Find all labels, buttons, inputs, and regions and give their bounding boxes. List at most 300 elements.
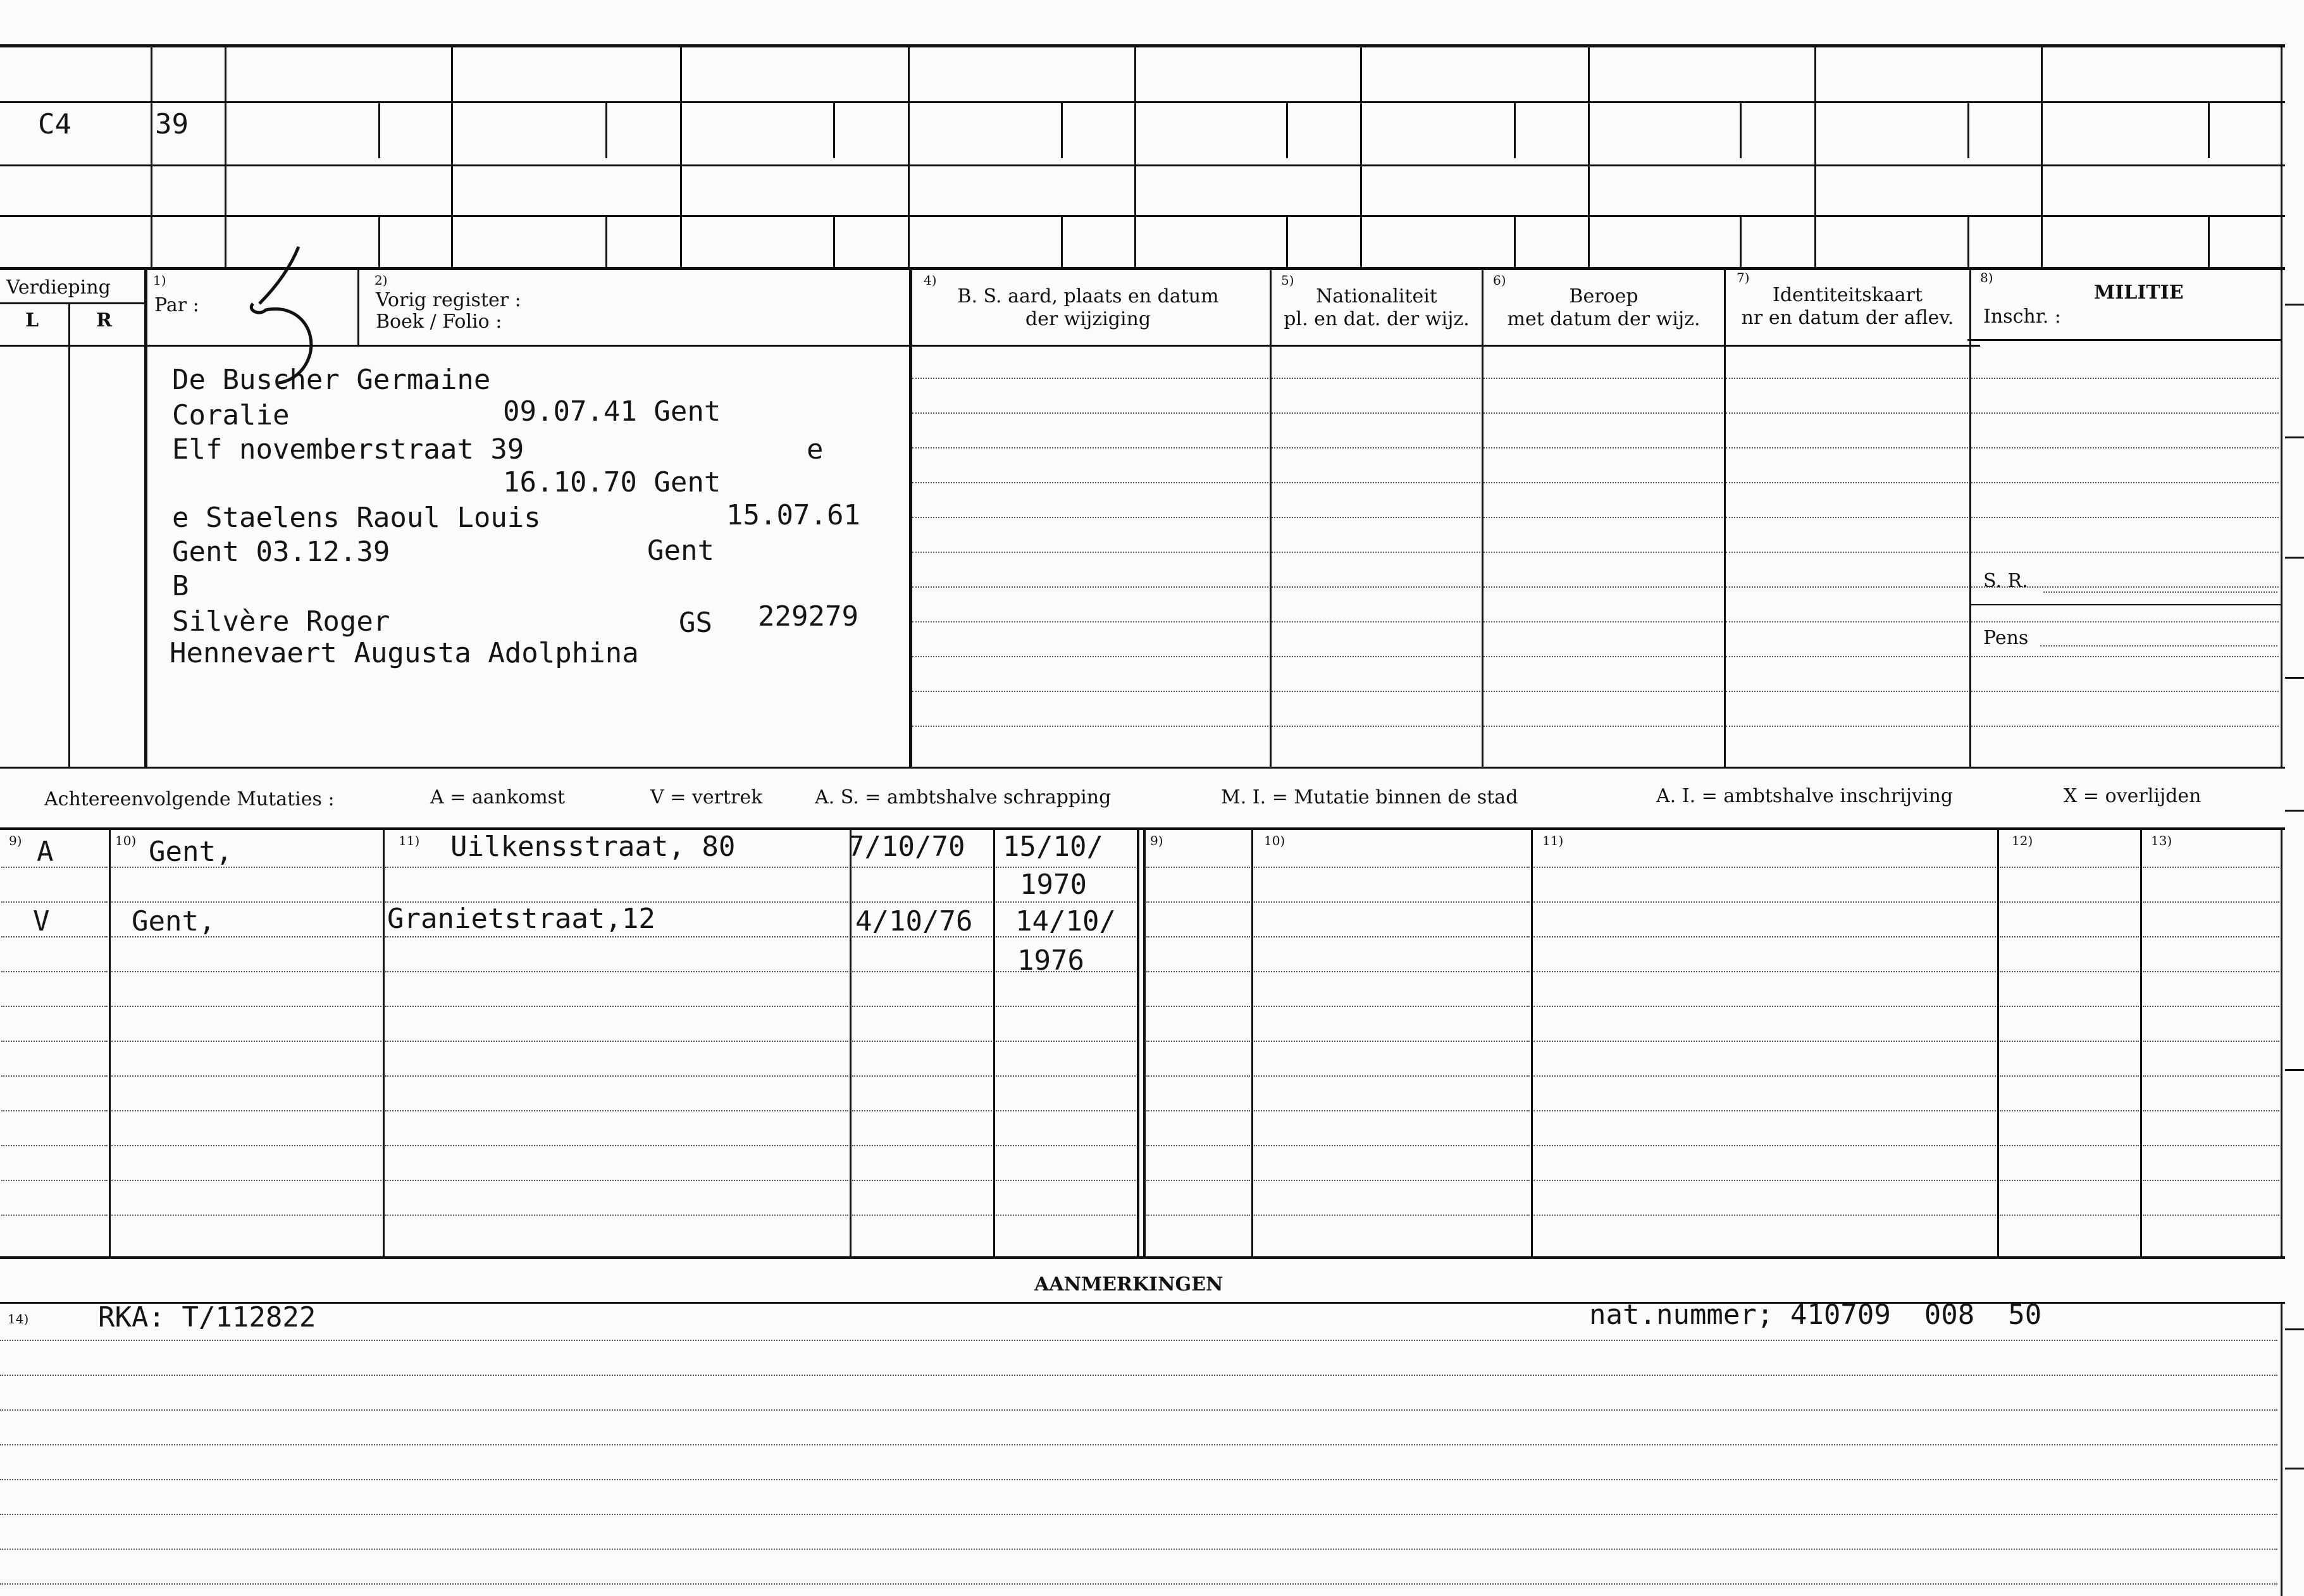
mut-col-line <box>1997 829 1999 1258</box>
mut-num-9b: 9) <box>1150 833 1163 848</box>
ruled-line <box>385 1145 848 1146</box>
ruled-line <box>1146 1075 1250 1077</box>
l-label: L <box>25 309 39 331</box>
grid-tick <box>1967 216 1969 267</box>
beroep-label-2: met datum der wijz. <box>1507 308 1700 330</box>
ruled-line <box>1533 1041 1996 1042</box>
ruled-line <box>1 936 108 937</box>
num-5: 5) <box>1281 273 1294 288</box>
boek-folio-label: Boek / Folio : <box>376 311 502 333</box>
ruled-line <box>1483 621 1723 622</box>
ruled-line <box>912 726 1268 727</box>
ruled-line <box>1254 1041 1530 1042</box>
ruled-line <box>1254 936 1530 937</box>
top-row-line <box>0 164 2285 166</box>
top-border <box>0 44 2285 47</box>
ruled-line <box>2000 1145 2139 1146</box>
grid-line <box>908 46 910 268</box>
ruled-line <box>912 482 1268 483</box>
legend-x: X = overlijden <box>2064 785 2202 807</box>
ruled-line <box>1146 1215 1250 1216</box>
ruled-line <box>852 1075 992 1077</box>
ruled-line <box>1726 691 1968 692</box>
ruled-line <box>385 1006 848 1007</box>
verdieping-lr-line <box>68 302 70 769</box>
mut-col-line <box>2140 829 2142 1258</box>
mutations-top <box>0 827 2285 830</box>
ruled-line <box>1533 1145 1996 1146</box>
mutation-city: Gent, <box>149 836 233 868</box>
grid-line <box>1134 46 1136 268</box>
person-line-8c: 229279 <box>758 600 858 633</box>
sr-line <box>2043 591 2277 593</box>
ruled-line <box>2000 1215 2139 1216</box>
national-number: nat.nummer; 410709 008 50 <box>1589 1299 2042 1331</box>
ruled-line <box>996 1145 1136 1146</box>
ruled-line <box>2000 1180 2139 1181</box>
handwritten-mark-icon <box>240 240 329 386</box>
ruled-line <box>1 867 108 868</box>
mutation-date: 4/10/76 <box>855 905 973 937</box>
ruled-line <box>111 1110 381 1111</box>
ruled-line <box>1272 726 1480 727</box>
militie-divider <box>1969 604 2281 605</box>
num-4: 4) <box>924 273 937 288</box>
ruled-line <box>1971 482 2279 483</box>
ruled-line <box>1272 621 1480 622</box>
margin-tick <box>2285 1328 2304 1330</box>
ruled-line <box>912 691 1268 692</box>
person-line-8b: GS <box>679 607 712 639</box>
grid-line <box>151 46 152 268</box>
ruled-line <box>852 1145 992 1146</box>
ruled-line <box>1146 901 1250 903</box>
ruled-line <box>1726 378 1968 379</box>
grid-tick <box>1061 102 1063 158</box>
ruled-line <box>2143 1006 2279 1007</box>
mut-num-12: 12) <box>2012 833 2033 848</box>
ruled-line <box>912 378 1268 379</box>
margin-tick <box>2285 1069 2304 1071</box>
ruled-line <box>2000 936 2139 937</box>
ruled-line <box>1254 971 1530 972</box>
ruled-line <box>1971 656 2279 657</box>
mutations-bottom <box>0 1256 2285 1259</box>
ruled-line <box>1971 378 2279 379</box>
mutation-reg-date: 15/10/ <box>1003 831 1103 863</box>
ruled-line <box>912 656 1268 657</box>
ruled-line <box>852 901 992 903</box>
grid-line <box>225 46 226 268</box>
ruled-line <box>1272 447 1480 448</box>
ruled-line <box>1254 901 1530 903</box>
ruled-line <box>1 1180 108 1181</box>
person-line-3b: e <box>807 433 824 466</box>
ruled-line <box>996 1110 1136 1111</box>
ruled-line <box>996 1006 1136 1007</box>
ruled-line <box>1971 726 2279 727</box>
mut-col-line <box>1251 829 1253 1258</box>
ruled-line <box>996 1215 1136 1216</box>
remarks-num: 14) <box>8 1311 29 1327</box>
ruled-line <box>1272 412 1480 414</box>
person-line-5b: 15.07.61 <box>726 499 860 531</box>
ruled-line <box>2000 1110 2139 1111</box>
ruled-line <box>1146 1145 1250 1146</box>
ruled-line <box>1483 691 1723 692</box>
sr-label: S. R. <box>1983 570 2028 592</box>
ruled-line <box>1146 867 1250 868</box>
ruled-line <box>1726 586 1968 588</box>
ruled-line <box>111 1075 381 1077</box>
ruled-line <box>2000 901 2139 903</box>
ruled-line <box>1533 1006 1996 1007</box>
ruled-line <box>1726 517 1968 518</box>
bs-label-1: B. S. aard, plaats en datum <box>957 285 1219 307</box>
mutation-type: V <box>33 905 50 937</box>
ruled-line <box>2000 971 2139 972</box>
grid-tick <box>1967 102 1969 158</box>
margin-tick <box>2285 1468 2304 1469</box>
ruled-line <box>1726 621 1968 622</box>
grid-line <box>451 46 453 268</box>
bs-label-2: der wijziging <box>1025 308 1151 330</box>
ruled-line <box>996 1041 1136 1042</box>
ruled-line <box>1483 517 1723 518</box>
ruled-line <box>996 1075 1136 1077</box>
ruled-line <box>1 1145 108 1146</box>
ruled-line <box>912 412 1268 414</box>
person-line-8: Silvère Roger <box>172 605 390 638</box>
col-line <box>909 269 912 769</box>
ruled-line <box>1483 378 1723 379</box>
ruled-line <box>1533 901 1996 903</box>
ruled-line <box>2143 901 2279 903</box>
mut-num-10b: 10) <box>1264 833 1285 848</box>
grid-tick <box>1740 102 1742 158</box>
ruled-line <box>1254 1145 1530 1146</box>
ruled-line <box>1533 867 1996 868</box>
mut-num-10: 10) <box>115 833 137 848</box>
col-line <box>357 269 359 346</box>
pens-line <box>2040 645 2277 646</box>
legend-v: V = vertrek <box>650 786 763 808</box>
ruled-line <box>0 1479 2277 1480</box>
ruled-line <box>111 1180 381 1181</box>
ruled-line <box>385 1041 848 1042</box>
ruled-line <box>0 1444 2277 1445</box>
ruled-line <box>385 1215 848 1216</box>
person-line-3: Elf novemberstraat 39 <box>172 433 524 466</box>
legend-as: A. S. = ambtshalve schrapping <box>815 786 1112 808</box>
grid-line <box>1588 46 1590 268</box>
ruled-line <box>912 621 1268 622</box>
ruled-line <box>1 1110 108 1111</box>
margin-tick <box>2285 304 2304 306</box>
ruled-line <box>1146 971 1250 972</box>
ruled-line <box>2000 1006 2139 1007</box>
grid-line <box>2041 46 2043 268</box>
ruled-line <box>111 1215 381 1216</box>
ruled-line <box>385 1180 848 1181</box>
ruled-line <box>912 586 1268 588</box>
ruled-line <box>1533 1075 1996 1077</box>
ruled-line <box>111 901 381 903</box>
ruled-line <box>1272 552 1480 553</box>
ruled-line <box>0 1514 2277 1515</box>
ruled-line <box>2143 936 2279 937</box>
mutation-street: Uilkensstraat, 80 <box>450 831 736 863</box>
ruled-line <box>385 971 848 972</box>
militie-label: MILITIE <box>2094 281 2184 304</box>
ruled-line <box>1483 412 1723 414</box>
ruled-line <box>1254 1110 1530 1111</box>
ruled-line <box>1483 482 1723 483</box>
grid-tick <box>1740 216 1742 267</box>
grid-tick <box>2208 102 2210 158</box>
ruled-line <box>0 1583 2277 1585</box>
ruled-line <box>2143 1180 2279 1181</box>
code-c4: C4 <box>38 108 71 140</box>
ruled-line <box>2143 1075 2279 1077</box>
ruled-line <box>1 1075 108 1077</box>
legend-title: Achtereenvolgende Mutaties : <box>44 788 335 810</box>
grid-tick <box>1286 102 1288 158</box>
ruled-line <box>1254 1180 1530 1181</box>
ruled-line <box>1146 1180 1250 1181</box>
ruled-line <box>1483 447 1723 448</box>
ruled-line <box>1533 1180 1996 1181</box>
ruled-line <box>111 971 381 972</box>
ruled-line <box>1254 867 1530 868</box>
remarks-title: AANMERKINGEN <box>1034 1273 1223 1296</box>
ruled-line <box>1 1041 108 1042</box>
grid-tick <box>605 216 607 267</box>
ruled-line <box>2000 1041 2139 1042</box>
person-birth: 09.07.41 Gent <box>503 395 721 428</box>
ruled-line <box>1146 1006 1250 1007</box>
code-39: 39 <box>155 108 189 140</box>
mut-col-line <box>2281 829 2282 1258</box>
par-label: Par : <box>154 294 199 316</box>
ruled-line <box>1971 412 2279 414</box>
ruled-line <box>1272 586 1480 588</box>
ruled-line <box>2143 1110 2279 1111</box>
ruled-line <box>1272 482 1480 483</box>
person-line-1: De Buscher Germaine <box>172 364 491 396</box>
beroep-label-1: Beroep <box>1569 285 1638 307</box>
person-line-9: Hennevaert Augusta Adolphina <box>170 637 639 669</box>
ruled-line <box>1272 656 1480 657</box>
top-row-line <box>0 101 2285 103</box>
ruled-line <box>1483 656 1723 657</box>
grid-tick <box>833 216 835 267</box>
right-border <box>2281 1303 2282 1596</box>
ruled-line <box>1254 1006 1530 1007</box>
grid-line <box>2281 46 2282 268</box>
identiteitskaart-label-2: nr en datum der aflev. <box>1741 307 1954 329</box>
ruled-line <box>1483 726 1723 727</box>
ruled-line <box>1272 378 1480 379</box>
ruled-line <box>0 1340 2277 1341</box>
ruled-line <box>0 1549 2277 1550</box>
col-line <box>1482 269 1483 769</box>
num-8: 8) <box>1980 270 1993 285</box>
header-bottom-right <box>1967 339 2281 341</box>
ruled-line <box>852 971 992 972</box>
ruled-line <box>385 936 848 937</box>
ruled-line <box>1 971 108 972</box>
data-bottom <box>0 767 2285 769</box>
num-7: 7) <box>1737 270 1750 285</box>
verdieping-line <box>0 302 144 304</box>
legend-ai: A. I. = ambtshalve inschrijving <box>1656 785 1954 807</box>
grid-tick <box>378 216 380 267</box>
mut-col-line <box>850 829 852 1258</box>
grid-tick <box>378 102 380 158</box>
col-line <box>144 269 147 769</box>
grid-tick <box>1061 216 1063 267</box>
ruled-line <box>1971 691 2279 692</box>
col-line <box>1724 269 1726 769</box>
mutation-city: Gent, <box>132 905 216 937</box>
ruled-line <box>852 867 992 868</box>
ruled-line <box>852 1180 992 1181</box>
person-line-5: e Staelens Raoul Louis <box>172 502 541 534</box>
mutation-type: A <box>37 836 54 868</box>
ruled-line <box>1726 447 1968 448</box>
top-row-line <box>0 215 2285 217</box>
ruled-line <box>1971 621 2279 622</box>
ruled-line <box>2143 1145 2279 1146</box>
grid-tick <box>1514 216 1516 267</box>
ruled-line <box>912 517 1268 518</box>
num-1: 1) <box>153 273 166 288</box>
ruled-line <box>1726 726 1968 727</box>
header-border <box>0 267 2285 270</box>
rka-number: RKA: T/112822 <box>98 1301 316 1333</box>
mut-col-line <box>1143 829 1146 1258</box>
person-line-2: Coralie <box>172 399 290 431</box>
mut-col-line <box>993 829 995 1258</box>
col-line <box>2281 269 2282 769</box>
r-label: R <box>96 309 112 331</box>
ruled-line <box>111 1006 381 1007</box>
num-2: 2) <box>375 273 388 288</box>
col-line <box>1969 269 1971 769</box>
margin-tick <box>2285 436 2304 438</box>
ruled-line <box>1 1215 108 1216</box>
person-line-7: B <box>172 570 189 602</box>
ruled-line <box>1146 1110 1250 1111</box>
vorig-register-label: Vorig register : <box>376 289 521 311</box>
ruled-line <box>2143 867 2279 868</box>
legend-a: A = aankomst <box>430 786 566 808</box>
ruled-line <box>1272 517 1480 518</box>
ruled-line <box>1726 412 1968 414</box>
ruled-line <box>2143 1215 2279 1216</box>
nationaliteit-label-2: pl. en dat. der wijz. <box>1284 308 1470 330</box>
mutation-date: 7/10/70 <box>848 831 965 863</box>
nationaliteit-label-1: Nationaliteit <box>1316 285 1437 307</box>
margin-tick <box>2285 810 2304 812</box>
col-line <box>1270 269 1272 769</box>
inschr-label: Inschr. : <box>1983 306 2061 328</box>
mut-num-9: 9) <box>9 833 22 848</box>
mut-num-11: 11) <box>399 833 420 848</box>
ruled-line <box>0 1375 2277 1376</box>
ruled-line <box>996 867 1136 868</box>
person-line-6: Gent 03.12.39 <box>172 536 390 568</box>
mut-col-line <box>1531 829 1533 1258</box>
mutation-reg-year: 1970 <box>1020 869 1087 901</box>
grid-line <box>1360 46 1362 268</box>
grid-tick <box>1286 216 1288 267</box>
ruled-line <box>1971 447 2279 448</box>
ruled-line <box>852 1041 992 1042</box>
ruled-line <box>1254 1215 1530 1216</box>
grid-line <box>1814 46 1816 268</box>
ruled-line <box>385 867 848 868</box>
mutation-reg-year: 1976 <box>1017 944 1084 977</box>
ruled-line <box>912 552 1268 553</box>
margin-tick <box>2285 557 2304 559</box>
ruled-line <box>1146 1041 1250 1042</box>
ruled-line <box>2143 971 2279 972</box>
ruled-line <box>1533 1215 1996 1216</box>
ruled-line <box>996 1180 1136 1181</box>
verdieping-label: Verdieping <box>6 276 111 299</box>
ruled-line <box>1483 552 1723 553</box>
ruled-line <box>1971 552 2279 553</box>
ruled-line <box>1483 586 1723 588</box>
pens-label: Pens <box>1983 627 2029 649</box>
ruled-line <box>385 1110 848 1111</box>
ruled-line <box>1272 691 1480 692</box>
mut-col-line <box>1137 829 1139 1258</box>
ruled-line <box>1726 552 1968 553</box>
ruled-line <box>1533 971 1996 972</box>
ruled-line <box>1254 1075 1530 1077</box>
ruled-line <box>852 1110 992 1111</box>
person-line-6b: Gent <box>647 535 714 567</box>
ruled-line <box>0 1409 2277 1411</box>
margin-tick <box>2285 677 2304 679</box>
grid-line <box>680 46 682 268</box>
legend-mi: M. I. = Mutatie binnen de stad <box>1221 786 1518 808</box>
mut-num-13: 13) <box>2151 833 2172 848</box>
num-6: 6) <box>1493 273 1506 288</box>
ruled-line <box>2143 1041 2279 1042</box>
ruled-line <box>111 1145 381 1146</box>
person-line-4: 16.10.70 Gent <box>503 466 721 498</box>
ruled-line <box>2000 1075 2139 1077</box>
mut-col-line <box>109 829 111 1258</box>
ruled-line <box>1146 936 1250 937</box>
ruled-line <box>111 1041 381 1042</box>
grid-tick <box>1514 102 1516 158</box>
ruled-line <box>852 1215 992 1216</box>
ruled-line <box>1 1006 108 1007</box>
ruled-line <box>1533 1110 1996 1111</box>
ruled-line <box>1533 936 1996 937</box>
ruled-line <box>1726 656 1968 657</box>
ruled-line <box>1 901 108 903</box>
mut-num-11b: 11) <box>1542 833 1564 848</box>
ruled-line <box>2000 867 2139 868</box>
ruled-line <box>1726 482 1968 483</box>
grid-tick <box>833 102 835 158</box>
